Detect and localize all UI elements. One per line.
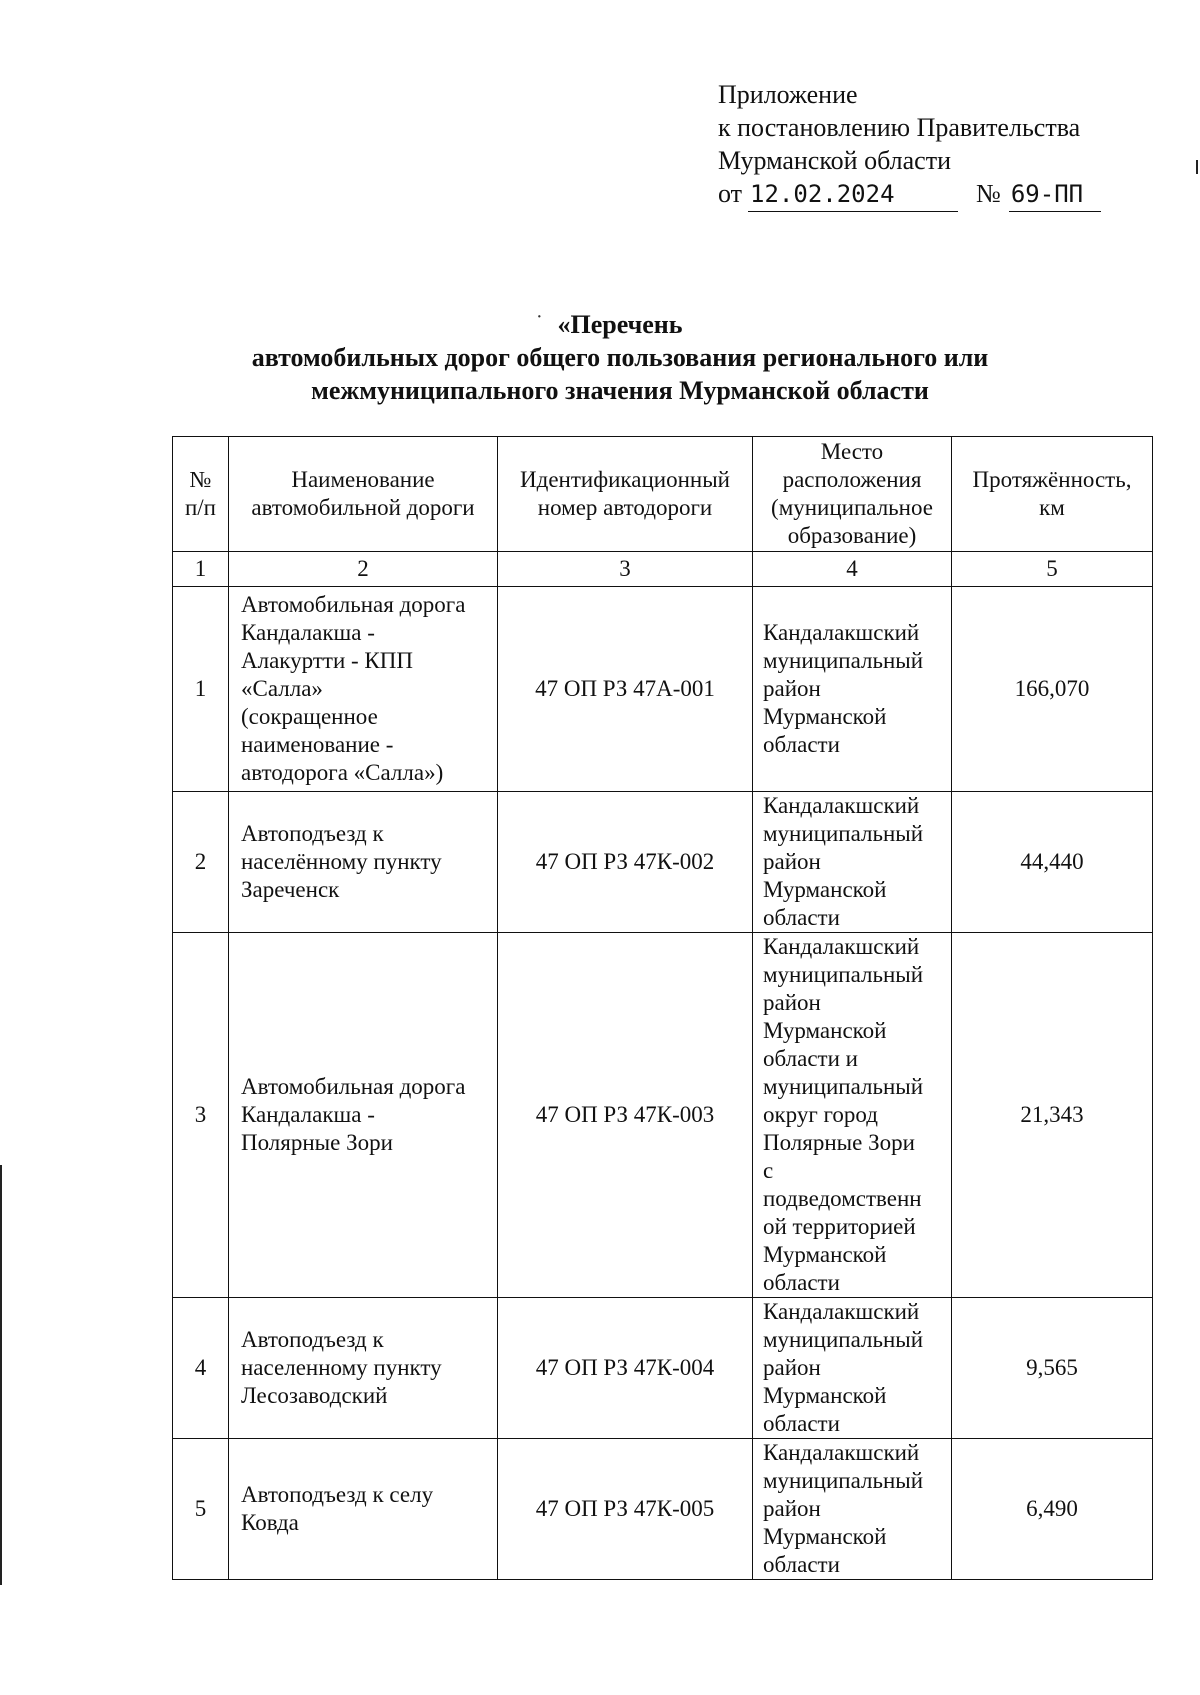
road-location: Кандалакшский муниципальный район Мурманской области xyxy=(753,792,952,933)
road-length: 166,070 xyxy=(952,587,1153,792)
road-name: Автомобильная дорога Кандалакша - Алакуртти - КПП «Салла» (сокращенное наименование - автодорога «Салла») xyxy=(229,587,498,792)
road-location: Кандалакшский муниципальный район Мурманской области xyxy=(753,1439,952,1580)
roads-table xyxy=(172,436,1153,1580)
document-title xyxy=(170,308,1070,407)
road-location: Кандалакшский муниципальный район Мурманской области xyxy=(753,587,952,792)
header-length: Протяжённость, км xyxy=(952,437,1153,552)
number-prefix: № xyxy=(976,179,1001,208)
road-length: 44,440 xyxy=(952,792,1153,933)
header-road-id: Идентификационный номер автодороги xyxy=(498,437,753,552)
header-number: № п/п xyxy=(173,437,229,552)
header-location: Место расположения (муниципальное образование) xyxy=(753,437,952,552)
scan-dot: · xyxy=(536,306,543,328)
row-number: 4 xyxy=(173,1298,229,1439)
table-row xyxy=(173,1298,1153,1439)
table-header-row xyxy=(173,437,1153,552)
table-row xyxy=(173,587,1153,792)
table-row xyxy=(173,792,1153,933)
road-id: 47 ОП РЗ 47К-005 xyxy=(498,1439,753,1580)
scan-edge-mark xyxy=(0,1165,2,1585)
road-id: 47 ОП РЗ 47К-003 xyxy=(498,933,753,1298)
title-line-3: межмуниципального значения Мурманской области xyxy=(311,376,929,405)
column-number: 2 xyxy=(229,552,498,587)
date-prefix: от xyxy=(718,179,743,208)
annex-title: Приложение xyxy=(718,80,858,109)
annex-region: Мурманской области xyxy=(718,146,951,175)
annex-block xyxy=(718,78,1101,212)
table-row xyxy=(173,933,1153,1298)
decree-number: 69-ПП xyxy=(1009,178,1101,212)
row-number: 2 xyxy=(173,792,229,933)
title-line-2: автомобильных дорог общего пользования регионального или xyxy=(251,343,989,372)
road-length: 9,565 xyxy=(952,1298,1153,1439)
column-number-row xyxy=(173,552,1153,587)
row-number: 3 xyxy=(173,933,229,1298)
annex-date-row xyxy=(718,177,1101,212)
road-id: 47 ОП РЗ 47К-002 xyxy=(498,792,753,933)
road-name: Автоподъезд к населенному пункту Лесозаводский xyxy=(229,1298,498,1439)
header-road-name: Наименование автомобильной дороги xyxy=(229,437,498,552)
decree-date: 12.02.2024 xyxy=(748,178,958,212)
column-number: 3 xyxy=(498,552,753,587)
column-number: 5 xyxy=(952,552,1153,587)
road-name: Автомобильная дорога Кандалакша - Полярные Зори xyxy=(229,933,498,1298)
road-id: 47 ОП РЗ 47К-004 xyxy=(498,1298,753,1439)
scan-edge-mark xyxy=(1196,160,1198,174)
table-row xyxy=(173,1439,1153,1580)
title-line-1: «Перечень xyxy=(557,310,683,339)
row-number: 1 xyxy=(173,587,229,792)
row-number: 5 xyxy=(173,1439,229,1580)
road-id: 47 ОП РЗ 47А-001 xyxy=(498,587,753,792)
road-length: 21,343 xyxy=(952,933,1153,1298)
road-location: Кандалакшский муниципальный район Мурманской области и муниципальный округ город Полярные Зори с подведомственн ой территорией Мурманской области xyxy=(753,933,952,1298)
road-location: Кандалакшский муниципальный район Мурманской области xyxy=(753,1298,952,1439)
column-number: 1 xyxy=(173,552,229,587)
road-name: Автоподъезд к населённому пункту Зареченск xyxy=(229,792,498,933)
annex-reference: к постановлению Правительства xyxy=(718,113,1081,142)
column-number: 4 xyxy=(753,552,952,587)
road-length: 6,490 xyxy=(952,1439,1153,1580)
road-name: Автоподъезд к селу Ковда xyxy=(229,1439,498,1580)
